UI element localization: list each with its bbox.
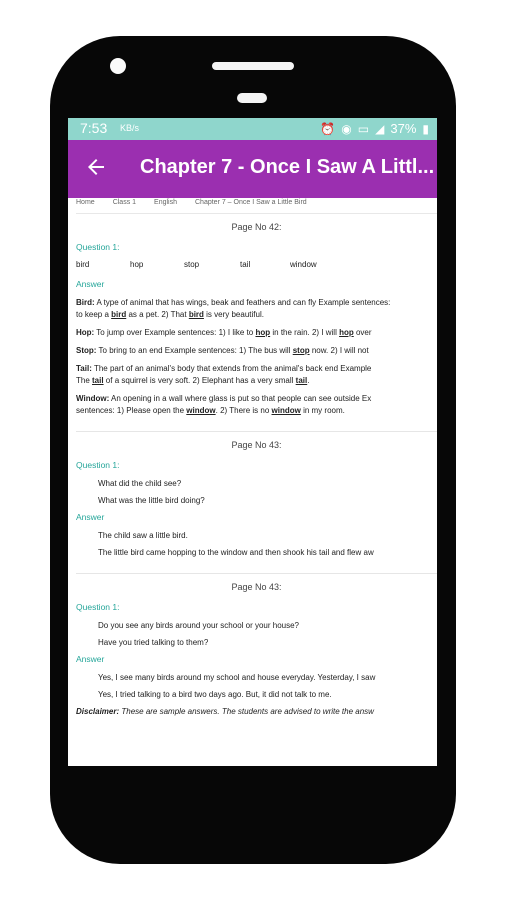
status-icons (320, 121, 429, 136)
list-item: • Do you see any birds around your school or your house? (98, 620, 437, 632)
list-item: • Yes, I see many birds around my school and house everyday. Yesterday, I saw (98, 672, 437, 684)
page-number: Page No 43: (231, 440, 282, 450)
front-camera (110, 58, 126, 74)
answer-list (76, 672, 437, 701)
battery-icon: ▮ (422, 121, 429, 136)
definition-bird: Bird: A type of animal that has wings, beak and feathers and can fly Example sentences: to keep a bird as a pet. 2) That bird is very beautiful. (76, 298, 391, 319)
section-divider (76, 573, 437, 574)
phone-screen (68, 118, 437, 766)
question-label: Question 1: (76, 242, 120, 252)
breadcrumb-divider (76, 213, 437, 214)
status-time: 7:53 (80, 120, 108, 136)
question-list (76, 620, 437, 649)
answer-label: Answer (76, 654, 105, 664)
status-bar (68, 118, 437, 140)
disclaimer-label: Disclaimer: (76, 707, 120, 716)
breadcrumb (76, 198, 437, 211)
breadcrumb-class[interactable]: Class 1 (112, 199, 137, 206)
section-divider (76, 431, 437, 432)
definition-hop: Hop: To jump over Example sentences: 1) I like to hop in the rain. 2) I will hop over (76, 328, 372, 337)
definition-window: Window: An opening in a wall where glass is put so that people can see outside Ex sentences: 1) Please open the window. 2) There is no window in my room. (76, 394, 372, 415)
question-list (76, 478, 437, 507)
network-speed: KB/s (120, 123, 140, 133)
back-arrow-icon[interactable] (84, 155, 108, 179)
question-label: Question 1: (76, 602, 120, 612)
volte-icon: ▭ (357, 121, 370, 136)
content-area[interactable] (68, 198, 437, 716)
word-list (76, 260, 437, 269)
page-title: Chapter 7 - Once I Saw A Littl... (140, 156, 435, 178)
answer-list (76, 530, 437, 559)
earpiece-speaker (212, 62, 294, 70)
word-item: window (290, 260, 317, 269)
breadcrumb-subject[interactable]: English (154, 199, 177, 206)
list-item: • The child saw a little bird. (98, 530, 437, 542)
hotspot-icon: ◉ (341, 121, 352, 136)
list-item: • What did the child see? (98, 478, 437, 490)
answer-label: Answer (76, 512, 105, 522)
breadcrumb-home[interactable]: Home (76, 199, 95, 206)
word-item: bird (76, 260, 90, 269)
question-label: Question 1: (76, 460, 120, 470)
list-item: • The little bird came hopping to the window and then shook his tail and flew aw (98, 547, 437, 559)
signal-icon: ◢ (375, 121, 385, 136)
battery-percent: 37% (390, 121, 417, 136)
list-item: • Have you tried talking to them? (98, 637, 437, 649)
word-item: hop (130, 260, 144, 269)
list-item: • What was the little bird doing? (98, 495, 437, 507)
word-item: tail (240, 260, 251, 269)
disclaimer (76, 707, 437, 716)
definition-stop: Stop: To bring to an end Example sentences: 1) The bus will stop now. 2) I will not (76, 346, 369, 355)
answer-label: Answer (76, 279, 105, 289)
page-number: Page No 43: (231, 582, 282, 592)
alarm-icon: ⏰ (320, 121, 336, 136)
word-item: stop (184, 260, 200, 269)
page-number: Page No 42: (231, 222, 282, 232)
disclaimer-text: These are sample answers. The students are advised to write the answ (119, 707, 374, 716)
definition-tail: Tail: The part of an animal's body that extends from the animal's back end Example The tail of a squirrel is very soft. 2) Elephant has a very small tail. (76, 364, 372, 385)
app-bar (68, 140, 437, 198)
list-item: • Yes, I tried talking to a bird two days ago. But, it did not talk to me. (98, 689, 437, 701)
breadcrumb-chapter: Chapter 7 – Once I Saw a Little Bird (195, 199, 307, 206)
proximity-sensor (237, 93, 267, 103)
